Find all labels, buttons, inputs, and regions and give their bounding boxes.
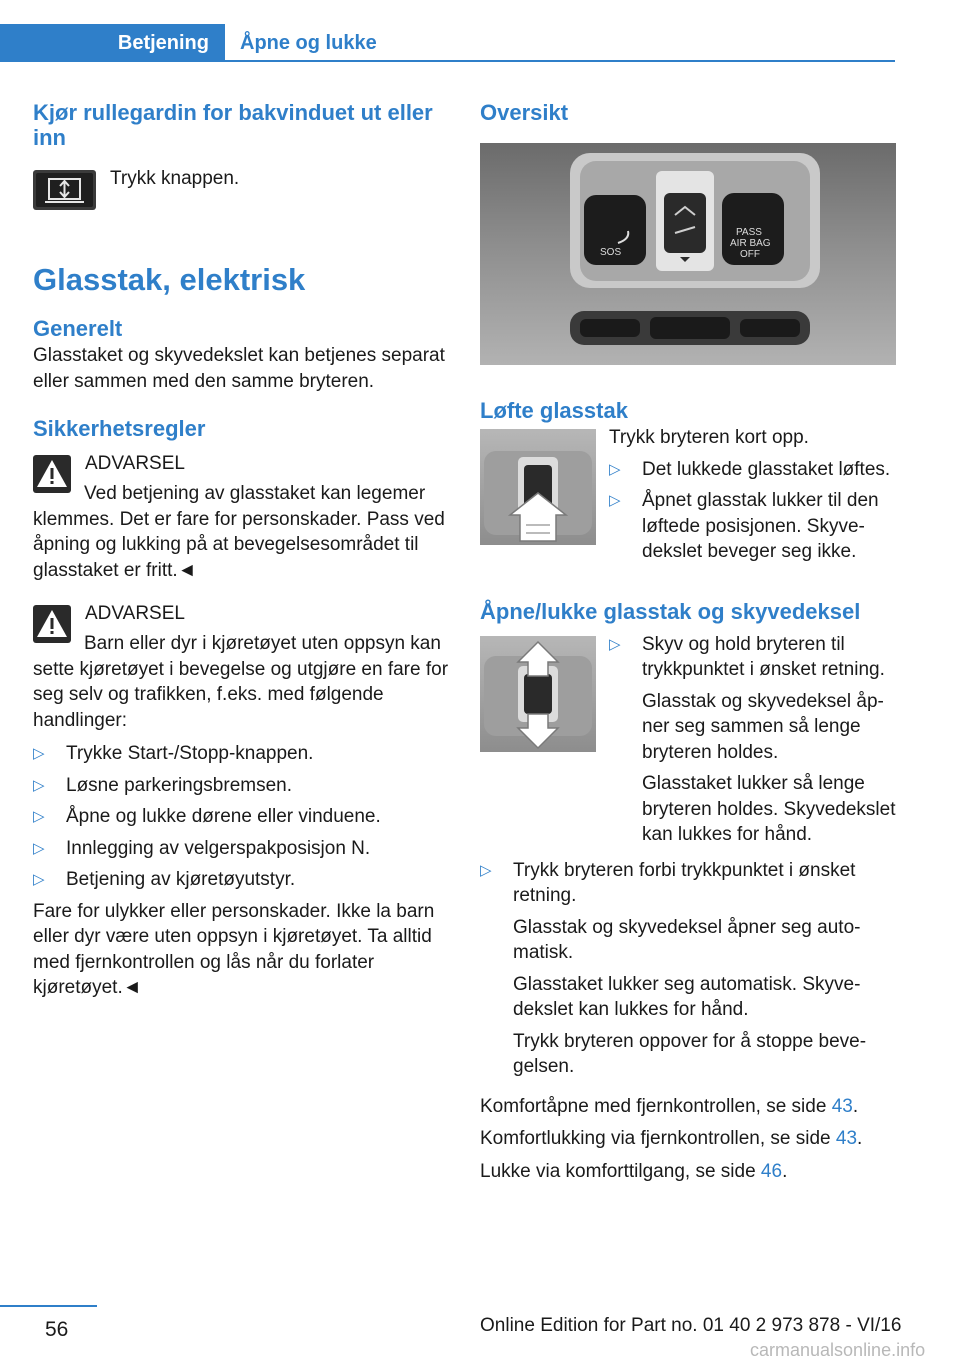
warning-2 bbox=[33, 601, 451, 733]
triangle-bullet-icon: ▷ bbox=[33, 745, 45, 762]
rear-blind-button-icon bbox=[33, 170, 96, 210]
left-column bbox=[33, 100, 451, 1001]
list-item: ▷ Det lukkede glasstaket løftes. bbox=[609, 457, 896, 483]
raise-section bbox=[480, 429, 896, 571]
general-heading: Generelt bbox=[33, 316, 123, 341]
open-switch-image bbox=[480, 636, 596, 752]
list-item: ▷ Innlegging av velgerspakposisjon N. bbox=[33, 836, 451, 862]
warning-1 bbox=[33, 451, 451, 583]
open-list-2 bbox=[480, 858, 896, 1080]
list-item: ▷ Skyv og hold bryteren til trykkpunktet i ønsket retning. Glasstak og skyvedeksel åpner seg sammen så lenge bryteren holdes. Glasstaket lukker så lenge bryteren holdes. Skyvedekslet kan lukkes for hånd. bbox=[609, 632, 896, 848]
page-link-46[interactable]: 46 bbox=[760, 1160, 783, 1182]
list-item: ▷ Betjening av kjøretøyutstyr. bbox=[33, 867, 451, 893]
comfort-access: Lukke via komforttilgang, se side 46. bbox=[480, 1160, 788, 1182]
overview-photo bbox=[480, 143, 896, 365]
tab-apne-og-lukke[interactable]: Åpne og lukke bbox=[240, 32, 377, 54]
triangle-bullet-icon: ▷ bbox=[480, 861, 492, 879]
open-item1-sub2: Glasstaket lukker så lenge bryteren holdes. Skyvedekslet kan lukkes for hånd. bbox=[642, 773, 896, 845]
open-item1-sub1: Glasstak og skyvedeksel åpner seg sammen så lenge bryteren holdes. bbox=[642, 690, 884, 763]
open-section bbox=[480, 633, 896, 854]
rear-blind-heading: Kjør rullegardin for bakvinduet ut eller inn bbox=[33, 100, 433, 150]
general-text: Glasstaket og skyvedekslet kan betjenes separat eller sammen med den samme bryteren. bbox=[33, 345, 445, 392]
overview-heading: Oversikt bbox=[480, 100, 569, 125]
triangle-bullet-icon: ▷ bbox=[609, 492, 621, 509]
triangle-bullet-icon: ▷ bbox=[33, 776, 45, 794]
action-list bbox=[33, 741, 451, 893]
comfort-close: Komfortlukking via fjernkontrollen, se side 43. bbox=[480, 1128, 863, 1149]
raise-heading: Løfte glasstak bbox=[480, 398, 628, 423]
triangle-bullet-icon: ▷ bbox=[609, 460, 621, 478]
open-item2-sub1: Glasstak og skyvedeksel åpner seg automatisk. bbox=[513, 916, 861, 963]
triangle-bullet-icon: ▷ bbox=[33, 839, 45, 857]
header-tabs bbox=[0, 24, 895, 62]
raise-list bbox=[609, 457, 896, 565]
right-column bbox=[480, 100, 896, 1184]
sos-label: SOS bbox=[600, 247, 622, 258]
triangle-bullet-icon: ▷ bbox=[33, 808, 45, 825]
triangle-bullet-icon: ▷ bbox=[609, 635, 621, 653]
raise-switch-image bbox=[480, 429, 596, 545]
open-heading: Åpne/lukke glasstak og skyvedeksel bbox=[480, 598, 861, 624]
warning-1-title: ADVARSEL bbox=[85, 453, 185, 474]
open-list bbox=[609, 632, 896, 848]
page-link-43b[interactable]: 43 bbox=[835, 1128, 858, 1149]
closing-text: Fare for ulykker eller personskader. Ikke la barn eller dyr være uten oppsyn i kjøretøyet. Ta alltid med fjernkontrollen og lås når du forlater kjøretøyet.◄ bbox=[33, 900, 435, 998]
rear-blind-row bbox=[33, 170, 451, 210]
raise-text: Trykk bryteren kort opp. bbox=[609, 427, 809, 448]
warning-1-text: Ved betjening av glasstaket kan legemer klemmes. Det er fare for personskader. Pass ved åpning og lukking på at bevegelsesområdet til glasstaket er fritt.◄ bbox=[33, 483, 445, 581]
section-title: Glasstak, elektrisk bbox=[33, 262, 306, 297]
airbag-label: AIR BAG bbox=[730, 238, 771, 249]
warning-triangle-icon bbox=[33, 455, 71, 493]
list-item: ▷ Trykk bryteren forbi trykkpunktet i ønsket retning. Glasstak og skyvedeksel åpner seg automatisk. Glasstaket lukker seg automatisk. Skyvedekslet kan lukkes for hånd. Trykk bryteren oppover for å stoppe bevegelsen. bbox=[480, 858, 896, 1080]
watermark: carmanualsonline.info bbox=[750, 1340, 926, 1360]
warning-triangle-icon bbox=[33, 605, 71, 643]
warning-2-title: ADVARSEL bbox=[85, 603, 185, 624]
pass-label: PASS bbox=[736, 227, 762, 238]
list-item: ▷ Løsne parkeringsbremsen. bbox=[33, 773, 451, 799]
open-item2-sub2: Glasstaket lukker seg automatisk. Skyvedekslet kan lukkes for hånd. bbox=[513, 973, 861, 1020]
edition-text: Online Edition for Part no. 01 40 2 973 878 - VI/16 bbox=[480, 1315, 902, 1336]
page-number: 56 bbox=[45, 1318, 69, 1341]
warning-2-text: Barn eller dyr i kjøretøyet uten oppsyn kan sette kjøretøyet i bevegelse og utgjøre en fare for seg selv og trafikken, f.eks. med følgende handlinger: bbox=[33, 633, 449, 731]
off-label: OFF bbox=[740, 249, 760, 260]
triangle-bullet-icon: ▷ bbox=[33, 871, 45, 888]
rear-blind-text: Trykk knappen. bbox=[110, 168, 240, 189]
footer-rule bbox=[0, 1305, 97, 1307]
open-item2-sub3: Trykk bryteren oppover for å stoppe bevegelsen. bbox=[513, 1030, 867, 1077]
list-item: ▷ Åpnet glasstak lukker til den løftede posisjonen. Skyvedekslet beveger seg ikke. bbox=[609, 490, 879, 562]
comfort-open: Komfortåpne med fjernkontrollen, se side 43. bbox=[480, 1095, 859, 1117]
page-link-43[interactable]: 43 bbox=[831, 1095, 853, 1117]
list-item: ▷ Åpne og lukke dørene eller vinduene. bbox=[33, 804, 451, 830]
list-item: ▷ Trykke Start-/Stopp-knappen. bbox=[33, 741, 451, 767]
tab-betjening[interactable]: Betjening bbox=[0, 24, 225, 62]
safety-heading: Sikkerhetsregler bbox=[33, 416, 206, 441]
